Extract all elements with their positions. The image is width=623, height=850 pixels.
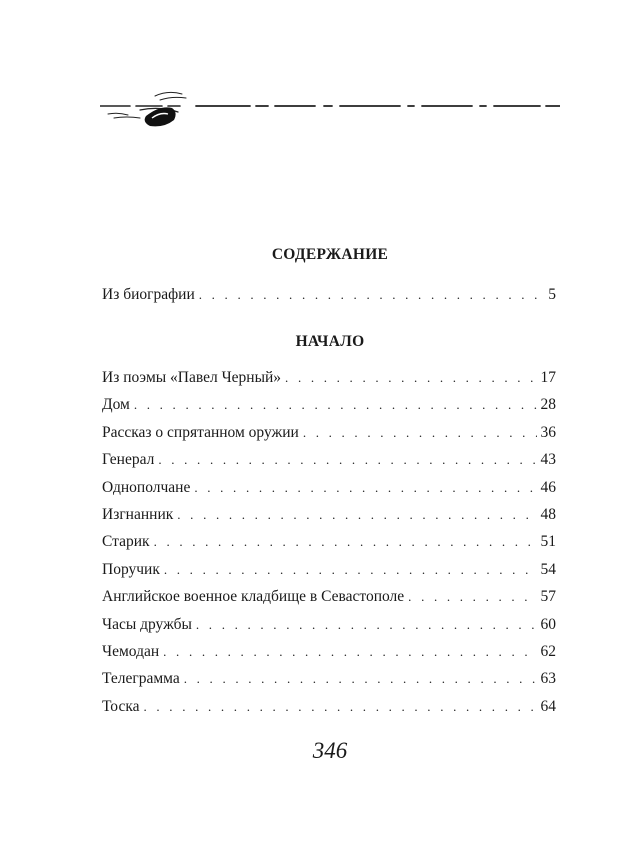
toc-dot-leader	[184, 669, 537, 689]
toc-entry-page: 54	[540, 560, 556, 578]
toc-entry-title: Однополчане	[102, 478, 191, 496]
toc-dot-leader	[199, 285, 545, 305]
toc-section-list	[102, 368, 556, 724]
toc-entry-title: Изгнанник	[102, 505, 174, 523]
toc-dot-leader	[196, 615, 537, 635]
toc-dot-leader	[154, 532, 537, 552]
toc-entry[interactable]	[102, 615, 556, 642]
toc-dot-leader	[164, 560, 537, 580]
toc-entry-page: 64	[540, 697, 556, 715]
toc-dot-leader	[163, 642, 536, 662]
page-number: 346	[312, 738, 348, 763]
toc-entry[interactable]	[102, 642, 556, 669]
toc-dot-leader	[194, 478, 536, 498]
pen-line-ornament-icon	[100, 88, 560, 138]
toc-entry-page: 36	[540, 423, 556, 441]
toc-dot-leader	[408, 587, 536, 607]
toc-entry-page: 43	[540, 451, 556, 469]
toc-entry[interactable]	[102, 532, 556, 559]
toc-entry-page: 17	[540, 369, 556, 386]
toc-entry[interactable]	[102, 395, 556, 422]
toc-dot-leader	[144, 697, 537, 717]
toc-entry[interactable]	[102, 697, 556, 724]
toc-dot-leader	[134, 395, 537, 415]
toc-entry[interactable]	[102, 560, 556, 587]
toc-entry[interactable]	[102, 478, 556, 505]
toc-entry-title: Рассказ о спрятанном оружии	[102, 423, 299, 441]
toc-entry-title: Английское военное кладбище в Севастополе	[102, 588, 405, 606]
toc-entry[interactable]	[102, 368, 556, 395]
toc-entry-page: 28	[540, 396, 556, 414]
toc-entry-title: Дом	[102, 396, 130, 414]
toc-entry-title: Часы дружбы	[102, 615, 192, 633]
toc-entry-page: 63	[540, 670, 556, 688]
toc-dot-leader	[303, 423, 537, 443]
toc-entry-title: Чемодан	[102, 642, 160, 660]
toc-dot-leader	[285, 368, 536, 388]
toc-entry[interactable]	[102, 587, 556, 614]
toc-entry-title: Из поэмы «Павел Черный»	[102, 369, 282, 386]
toc-entry[interactable]	[102, 669, 556, 696]
toc-entry-page: 57	[540, 588, 556, 606]
toc-entry-title: Тоска	[102, 697, 140, 715]
toc-entry-title: Из биографии	[102, 286, 195, 303]
contents-heading: СОДЕРЖАНИЕ	[271, 246, 389, 263]
toc-entry-page: 48	[540, 505, 556, 523]
toc-entry-title: Телеграмма	[102, 670, 180, 688]
toc-entry[interactable]	[102, 505, 556, 532]
toc-entry-page: 46	[540, 478, 556, 496]
toc-entry-title: Старик	[102, 533, 150, 551]
toc-entry-title: Поручик	[102, 560, 160, 578]
toc-entry[interactable]	[102, 450, 556, 477]
toc-dot-leader	[158, 450, 536, 470]
toc-entry[interactable]	[102, 423, 556, 450]
toc-dot-leader	[177, 505, 536, 525]
section-heading: НАЧАЛО	[295, 333, 365, 350]
toc-intro-list	[102, 285, 556, 312]
toc-entry-title: Генерал	[102, 451, 155, 469]
toc-entry-page: 51	[540, 533, 556, 551]
toc-entry-page: 5	[548, 286, 556, 303]
toc-entry-page: 62	[540, 642, 556, 660]
toc-entry[interactable]	[102, 285, 556, 312]
toc-entry-page: 60	[540, 615, 556, 633]
